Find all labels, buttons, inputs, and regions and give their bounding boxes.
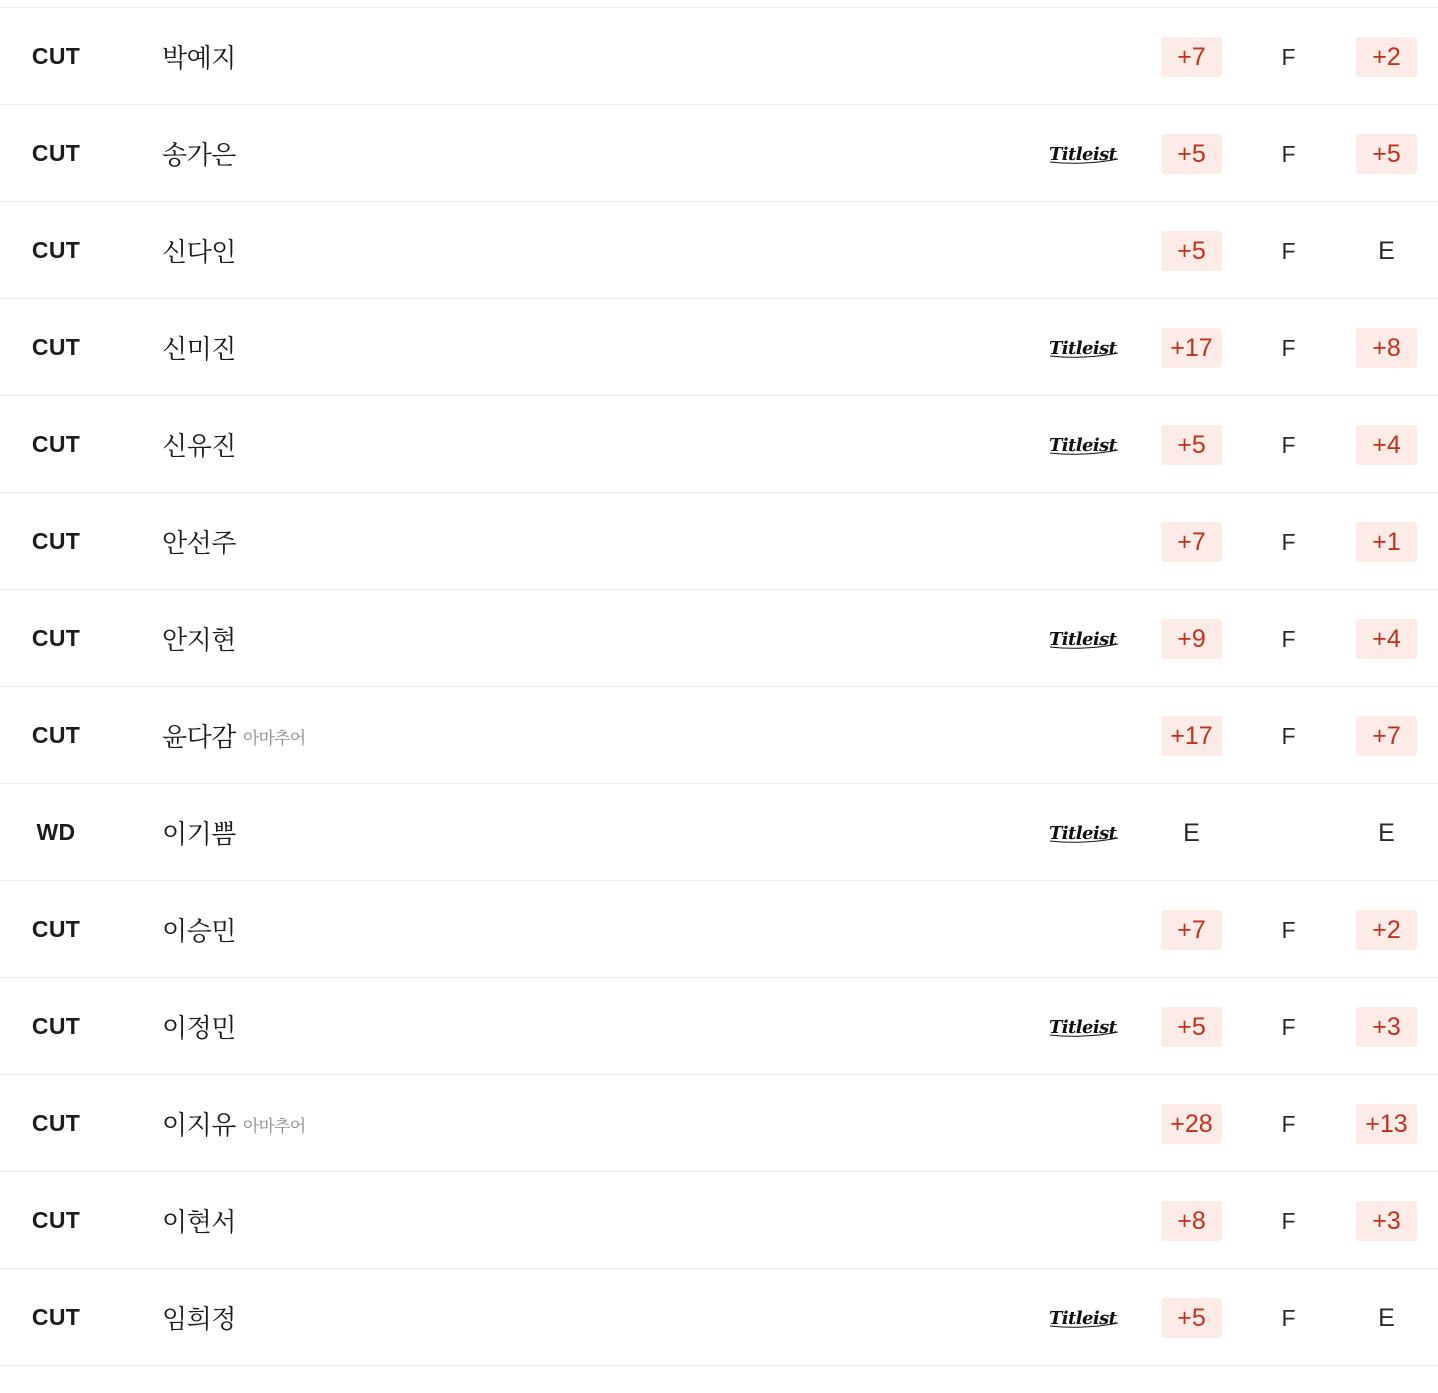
svg-text:Titleist: Titleist	[1049, 1308, 1117, 1329]
today-score: +13	[1356, 1104, 1417, 1144]
player-cell	[162, 202, 236, 299]
player-cell	[162, 978, 236, 1075]
total-score: +5	[1161, 134, 1222, 174]
thru-status: F	[1281, 723, 1296, 749]
titleist-logo-icon	[1048, 433, 1120, 457]
player-cell	[162, 8, 236, 105]
player-name[interactable]: 안지현	[162, 626, 236, 656]
today-score: E	[1378, 1304, 1395, 1332]
position-cell: CUT	[31, 722, 81, 748]
leaderboard-row[interactable]	[0, 1269, 1438, 1366]
total-score: +7	[1161, 37, 1222, 77]
today-score: E	[1378, 237, 1395, 265]
leaderboard-row[interactable]	[0, 881, 1438, 978]
amateur-badge: 아마추어	[242, 1117, 306, 1137]
player-cell	[162, 590, 236, 687]
leaderboard-row[interactable]	[0, 299, 1438, 396]
total-score: +17	[1161, 328, 1222, 368]
today-score: +3	[1356, 1201, 1417, 1241]
total-score: +28	[1161, 1104, 1222, 1144]
total-score: +7	[1161, 522, 1222, 562]
today-score: +4	[1356, 425, 1417, 465]
thru-status: F	[1281, 917, 1296, 943]
leaderboard-row[interactable]	[0, 590, 1438, 687]
today-score: +1	[1356, 522, 1417, 562]
position-cell: CUT	[31, 43, 81, 69]
today-score: +7	[1356, 716, 1417, 756]
leaderboard-row[interactable]	[0, 978, 1438, 1075]
total-score: +5	[1161, 425, 1222, 465]
svg-text:Titleist: Titleist	[1049, 823, 1117, 844]
titleist-logo-icon	[1048, 821, 1120, 845]
position-cell: CUT	[31, 431, 81, 457]
position-cell: CUT	[31, 1207, 81, 1233]
position-cell: CUT	[31, 1013, 81, 1039]
position-cell: CUT	[31, 334, 81, 360]
player-cell	[162, 105, 236, 202]
thru-status: F	[1281, 529, 1296, 555]
titleist-logo-icon	[1048, 1015, 1120, 1039]
thru-status	[1258, 813, 1319, 853]
total-score: +5	[1161, 1298, 1222, 1338]
thru-status: F	[1281, 432, 1296, 458]
player-cell	[162, 299, 236, 396]
thru-status: F	[1281, 626, 1296, 652]
total-score: +5	[1161, 1007, 1222, 1047]
thru-status: F	[1281, 1111, 1296, 1137]
today-score: +3	[1356, 1007, 1417, 1047]
player-cell	[162, 396, 236, 493]
position-cell: CUT	[31, 140, 81, 166]
player-cell	[162, 1172, 236, 1269]
player-name[interactable]: 이현서	[162, 1208, 236, 1238]
leaderboard-row[interactable]	[0, 396, 1438, 493]
svg-text:Titleist: Titleist	[1049, 435, 1117, 456]
position-cell: CUT	[31, 916, 81, 942]
player-name[interactable]: 이지유	[162, 1111, 236, 1141]
today-score: +2	[1356, 37, 1417, 77]
svg-text:Titleist: Titleist	[1049, 1017, 1117, 1038]
player-cell	[162, 493, 236, 590]
thru-status: F	[1281, 1014, 1296, 1040]
thru-status: F	[1281, 141, 1296, 167]
player-cell	[162, 687, 305, 784]
player-name[interactable]: 임희정	[162, 1305, 236, 1335]
amateur-badge: 아마추어	[242, 729, 306, 749]
position-cell: CUT	[31, 528, 81, 554]
player-name[interactable]: 신유진	[162, 432, 236, 462]
thru-status: F	[1281, 238, 1296, 264]
titleist-logo-icon	[1048, 336, 1120, 360]
total-score: +7	[1161, 910, 1222, 950]
thru-status: F	[1281, 335, 1296, 361]
svg-text:Titleist: Titleist	[1049, 338, 1117, 359]
player-name[interactable]: 신다인	[162, 238, 236, 268]
today-score: E	[1378, 819, 1395, 847]
leaderboard-row[interactable]	[0, 1075, 1438, 1172]
player-name[interactable]: 송가은	[162, 141, 236, 171]
titleist-logo-icon	[1048, 627, 1120, 651]
leaderboard-row[interactable]	[0, 105, 1438, 202]
leaderboard-row[interactable]	[0, 493, 1438, 590]
leaderboard-table	[0, 7, 1438, 1366]
today-score: +8	[1356, 328, 1417, 368]
player-name[interactable]: 박예지	[162, 44, 236, 74]
player-cell	[162, 881, 236, 978]
player-cell	[162, 784, 236, 881]
titleist-logo-icon	[1048, 142, 1120, 166]
thru-status: F	[1281, 1208, 1296, 1234]
thru-status: F	[1281, 1305, 1296, 1331]
leaderboard-row[interactable]	[0, 784, 1438, 881]
svg-text:Titleist: Titleist	[1049, 144, 1117, 165]
total-score: +5	[1161, 231, 1222, 271]
position-cell: WD	[36, 819, 76, 845]
leaderboard-row[interactable]	[0, 1172, 1438, 1269]
svg-text:Titleist: Titleist	[1049, 629, 1117, 650]
player-name[interactable]: 이기쁨	[162, 820, 236, 850]
player-name[interactable]: 신미진	[162, 335, 236, 365]
total-score: E	[1183, 819, 1200, 847]
player-cell	[162, 1269, 236, 1366]
total-score: +9	[1161, 619, 1222, 659]
today-score: +4	[1356, 619, 1417, 659]
player-name[interactable]: 이정민	[162, 1014, 236, 1044]
position-cell: CUT	[31, 625, 81, 651]
position-cell: CUT	[31, 1304, 81, 1330]
player-name[interactable]: 이승민	[162, 917, 236, 947]
leaderboard-row[interactable]	[0, 8, 1438, 105]
total-score: +8	[1161, 1201, 1222, 1241]
position-cell: CUT	[31, 1110, 81, 1136]
player-cell	[162, 1075, 305, 1172]
player-name[interactable]: 윤다감	[162, 723, 236, 753]
leaderboard-row[interactable]	[0, 202, 1438, 299]
titleist-logo-icon	[1048, 1306, 1120, 1330]
position-cell: CUT	[31, 237, 81, 263]
thru-status: F	[1281, 44, 1296, 70]
leaderboard-row[interactable]	[0, 687, 1438, 784]
today-score: +2	[1356, 910, 1417, 950]
today-score: +5	[1356, 134, 1417, 174]
player-name[interactable]: 안선주	[162, 529, 236, 559]
total-score: +17	[1161, 716, 1222, 756]
